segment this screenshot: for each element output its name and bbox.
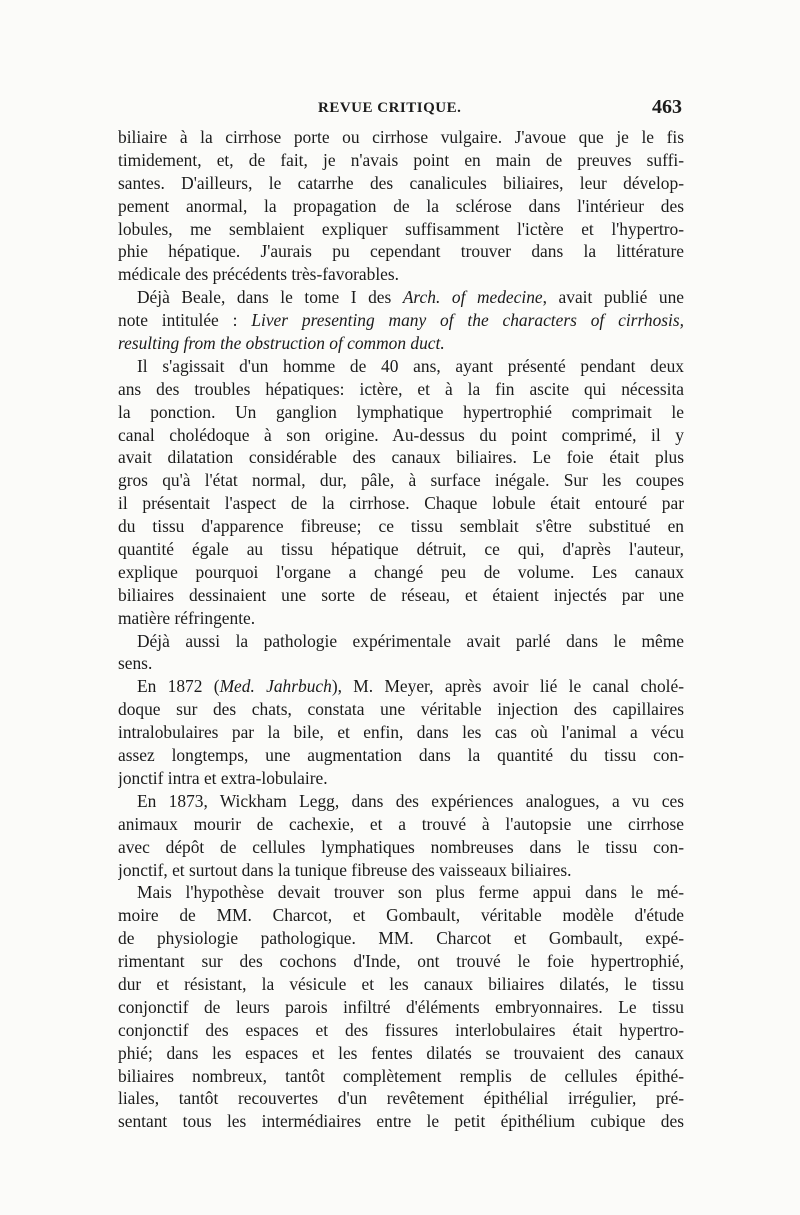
text-line: matière réfringente. bbox=[118, 607, 256, 628]
text-line: resulting from the obstruction of common duct. bbox=[118, 333, 445, 354]
text-line: santes. D'ailleurs, le catarrhe des canalicules biliaires, leur dévelop- bbox=[118, 172, 684, 193]
text-line: En 1873, Wickham Legg, dans des expériences analogues, a vu ces bbox=[137, 790, 684, 811]
text-line: médicale des précédents très-favorables. bbox=[118, 264, 400, 285]
text-line: sentant tous les intermédiaires entre le petit épithélium cubique des bbox=[118, 1111, 684, 1132]
text-line: sens. bbox=[118, 653, 153, 674]
text-line: explique pourquoi l'organe a changé peu de volume. Les canaux bbox=[118, 561, 684, 582]
text-line: lobules, me semblaient expliquer suffisamment l'ictère et l'hypertro- bbox=[118, 218, 684, 239]
text-line: pement anormal, la propagation de la sclérose dans l'intérieur des bbox=[118, 195, 684, 216]
text-line: Mais l'hypothèse devait trouver son plus ferme appui dans le mé- bbox=[137, 882, 684, 903]
text-line: il présentait l'aspect de la cirrhose. Chaque lobule était entouré par bbox=[118, 493, 684, 514]
text-line: liales, tantôt recouvertes d'un revêtement épithélial irrégulier, pré- bbox=[118, 1088, 684, 1109]
text-line: Il s'agissait d'un homme de 40 ans, ayant présenté pendant deux bbox=[137, 355, 684, 376]
text-line: jonctif intra et extra-lobulaire. bbox=[118, 767, 328, 788]
text-line: Déjà Beale, dans le tome I des Arch. of medecine, avait publié une bbox=[137, 287, 684, 308]
text-line: intralobulaires par la bile, et enfin, dans les cas où l'animal a vécu bbox=[118, 722, 684, 743]
page-header bbox=[118, 96, 682, 120]
text-line: rimentant sur des cochons d'Inde, ont trouvé le foie hypertrophié, bbox=[118, 951, 684, 972]
page-number: 463 bbox=[652, 96, 682, 118]
text-line: gros qu'à l'état normal, dur, pâle, à surface inégale. Sur les coupes bbox=[118, 470, 684, 491]
text-line: dur et résistant, la vésicule et les canaux biliaires dilatés, le tissu bbox=[118, 973, 684, 994]
text-line: assez longtemps, une augmentation dans la quantité du tissu con- bbox=[118, 745, 684, 766]
text-line: moire de MM. Charcot, et Gombault, véritable modèle d'étude bbox=[118, 905, 684, 926]
text-line: ans des troubles hépatiques: ictère, et à la fin ascite qui nécessita bbox=[118, 378, 684, 399]
running-title: REVUE CRITIQUE. bbox=[318, 100, 462, 116]
text-line: de physiologie pathologique. MM. Charcot et Gombault, expé- bbox=[118, 928, 684, 949]
text-line: du tissu d'apparence fibreuse; ce tissu semblait s'être substitué en bbox=[118, 516, 684, 537]
text-line: phié; dans les espaces et les fentes dilatés se trouvaient des canaux bbox=[118, 1042, 684, 1063]
text-line: avait dilatation considérable des canaux biliaires. Le foie était plus bbox=[118, 447, 684, 468]
text-line: doque sur des chats, constata une véritable injection des capillaires bbox=[118, 699, 684, 720]
text-line: biliaires nombreux, tantôt complètement remplis de cellules épithé- bbox=[118, 1065, 684, 1086]
text-line: conjonctif de leurs parois infiltré d'éléments embryonnaires. Le tissu bbox=[118, 996, 684, 1017]
text-line: jonctif, et surtout dans la tunique fibreuse des vaisseaux biliaires. bbox=[118, 859, 572, 880]
text-line: conjonctif des espaces et des fissures interlobulaires était hypertro- bbox=[118, 1019, 684, 1040]
text-line: la ponction. Un ganglion lymphatique hypertrophié comprimait le bbox=[118, 401, 684, 422]
body-text bbox=[118, 126, 684, 1133]
text-line: biliaire à la cirrhose porte ou cirrhose vulgaire. J'avoue que je le fis bbox=[118, 127, 684, 147]
text-line: canal cholédoque à son origine. Au-dessus du point comprimé, il y bbox=[118, 424, 684, 445]
text-line: biliaires dessinaient une sorte de réseau, et étaient injectés par une bbox=[118, 584, 684, 605]
text-line: Déjà aussi la pathologie expérimentale avait parlé dans le même bbox=[137, 630, 684, 651]
text-line: En 1872 (Med. Jahrbuch), M. Meyer, après avoir lié le canal cholé- bbox=[137, 676, 684, 697]
text-line: avec dépôt de cellules lymphatiques nombreuses dans le tissu con- bbox=[118, 836, 684, 857]
text-line: note intitulée : Liver presenting many of the characters of cirrhosis, bbox=[118, 310, 684, 331]
text-line: quantité égale au tissu hépatique détruit, ce qui, d'après l'auteur, bbox=[118, 539, 684, 560]
text-line: animaux mourir de cachexie, et a trouvé à l'autopsie une cirrhose bbox=[118, 813, 684, 834]
text-line: timidement, et, de fait, je n'avais point en main de preuves suffi- bbox=[118, 149, 684, 170]
text-line: phie hépatique. J'aurais pu cependant trouver dans la littérature bbox=[118, 241, 684, 262]
